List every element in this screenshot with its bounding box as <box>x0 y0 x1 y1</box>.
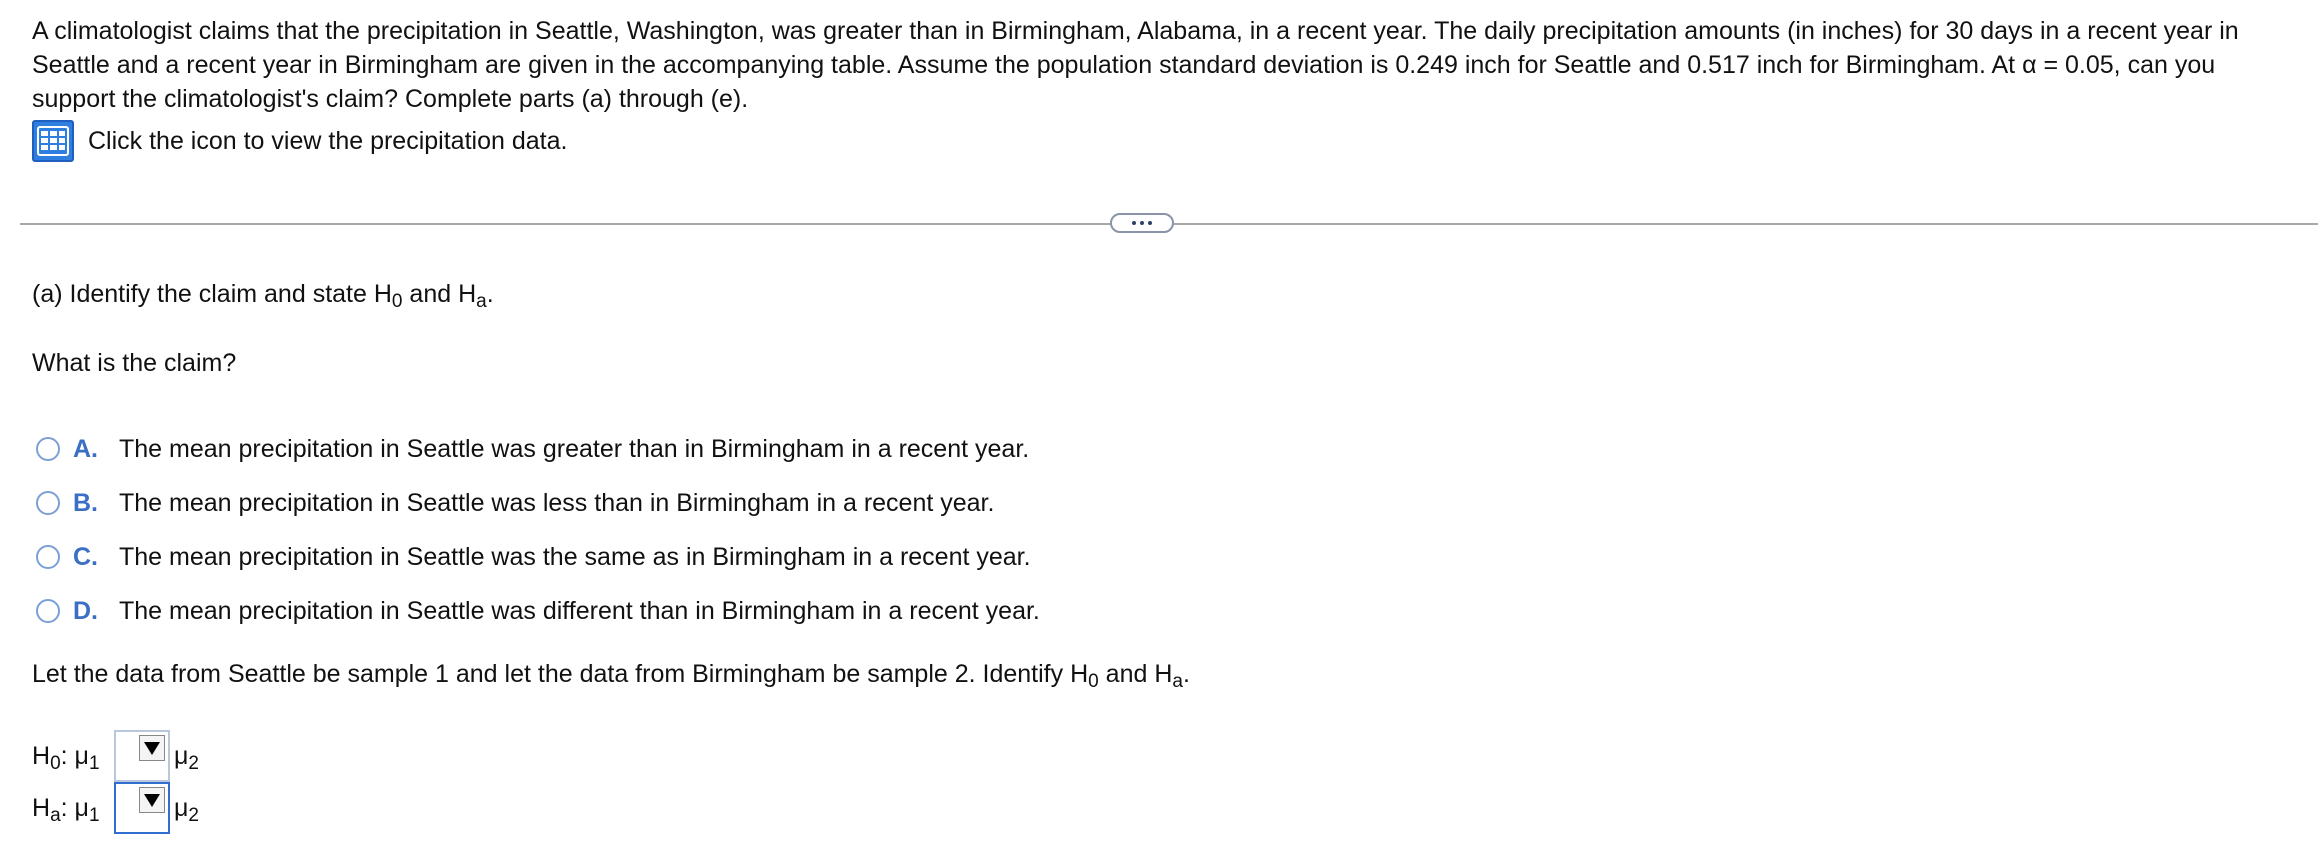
radio-button[interactable] <box>36 437 60 461</box>
option-text[interactable]: The mean precipitation in Seattle was different than in Birmingham in a recent year. <box>119 596 1040 625</box>
null-hypothesis-label: $H_0$: $\mu_1$ <box>32 741 100 774</box>
claim-options <box>36 422 1040 638</box>
alternative-hypothesis-label: $H_a$: $\mu_1$ <box>32 793 100 826</box>
null-hypothesis-operator-select[interactable] <box>114 730 170 782</box>
option-letter: D. <box>73 596 98 625</box>
radio-button[interactable] <box>36 599 60 623</box>
part-a-heading: (a) Identify the claim and state $H_0$ and $H_a$. <box>32 280 494 312</box>
option-letter: C. <box>73 542 98 571</box>
chevron-down-icon[interactable] <box>139 735 165 761</box>
option-a[interactable] <box>36 422 1040 476</box>
chevron-down-icon[interactable] <box>139 787 165 813</box>
view-data-label[interactable]: Click the icon to view the precipitation data. <box>88 126 568 155</box>
option-letter: A. <box>73 434 98 463</box>
radio-button[interactable] <box>36 545 60 569</box>
alternative-hypothesis-row <box>32 782 199 834</box>
alternative-hypothesis-operator-select[interactable] <box>114 782 170 834</box>
view-data-link[interactable] <box>32 120 567 162</box>
option-text[interactable]: The mean precipitation in Seattle was greater than in Birmingham in a recent year. <box>119 434 1030 463</box>
option-text[interactable]: The mean precipitation in Seattle was the same as in Birmingham in a recent year. <box>119 542 1031 571</box>
option-letter: B. <box>73 488 98 517</box>
table-icon[interactable] <box>32 120 74 162</box>
option-b[interactable] <box>36 476 1040 530</box>
option-d[interactable] <box>36 584 1040 638</box>
problem-statement: A climatologist claims that the precipitation in Seattle, Washington, was greater than in Birmingham, Alabama, in a recent year. The daily precipitation amounts (in inches) for 30 days in a recent year in Seattle and a recent year in Birmingham are given in the accompanying table. Assume the population standard deviation is 0.249 inch for Seattle and 0.517 inch for Birmingham. At α = 0.05, can you support the climatologist's claim? Complete parts (a) through (e). <box>32 17 2239 113</box>
hypothesis-instruction: Let the data from Seattle be sample 1 and let the data from Birmingham be sample 2. Identify $H_0$ and $H_a$. <box>32 660 1190 692</box>
option-text[interactable]: The mean precipitation in Seattle was less than in Birmingham in a recent year. <box>119 488 995 517</box>
radio-button[interactable] <box>36 491 60 515</box>
mu-2-label: $\mu_2$ <box>174 741 199 774</box>
mu-2-label: $\mu_2$ <box>174 793 199 826</box>
claim-question: What is the claim? <box>32 349 237 377</box>
ellipsis-icon[interactable] <box>1110 213 1174 233</box>
null-hypothesis-row <box>32 730 199 782</box>
option-c[interactable] <box>36 530 1040 584</box>
